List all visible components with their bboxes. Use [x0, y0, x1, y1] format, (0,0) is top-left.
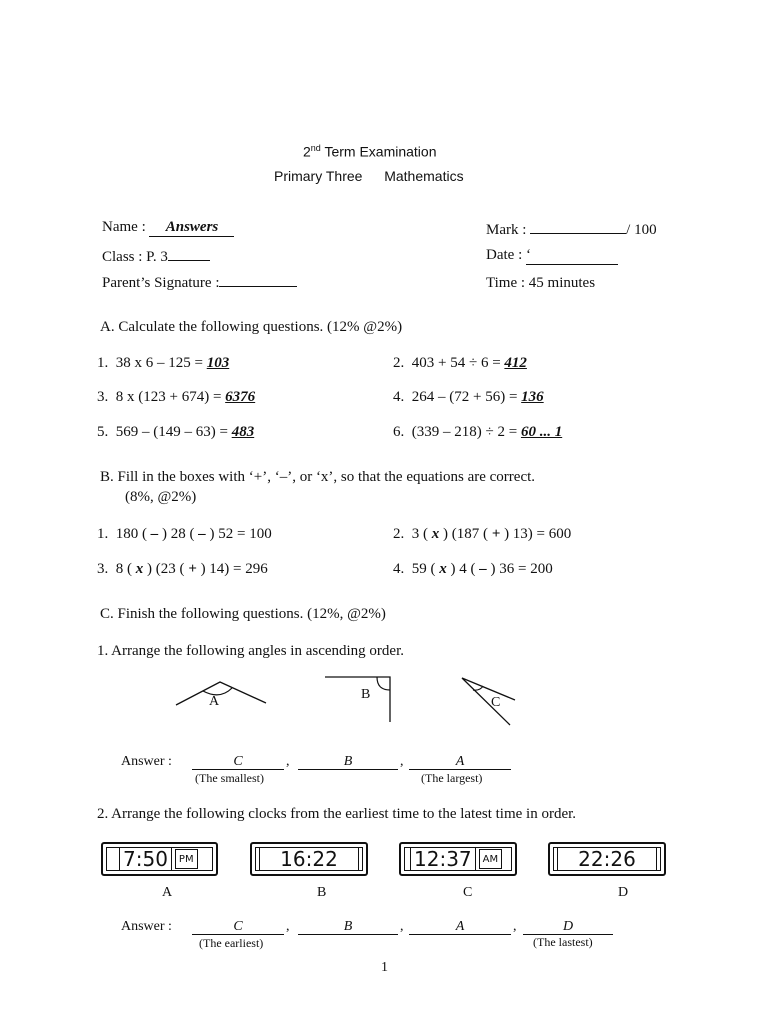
clock-note-earliest: (The earliest)	[199, 936, 264, 950]
question-answer: 412	[504, 355, 527, 371]
question-a3	[97, 389, 255, 406]
question-number: 1.	[97, 355, 109, 371]
equation-part: ) 36 = 200	[490, 561, 553, 577]
question-number: 5.	[97, 424, 109, 440]
question-number: 4.	[393, 561, 405, 577]
question-c1-text: 1. Arrange the following angles in ascending order.	[97, 643, 405, 659]
exam-title	[303, 143, 437, 160]
question-a2	[393, 355, 527, 372]
question-number: 1.	[97, 526, 109, 542]
angle-a-diagram	[176, 682, 266, 705]
angle-b-diagram	[325, 677, 390, 722]
term-number: 2	[303, 143, 311, 160]
clock-answer-3: A	[409, 919, 511, 935]
question-b4	[393, 561, 553, 578]
section-b-heading: B. Fill in the boxes with ‘+’, ‘–’, or ‘x’, so that the equations are correct.	[100, 469, 536, 485]
name-line	[102, 219, 234, 237]
operator-answer: x	[135, 561, 144, 577]
clock-a	[101, 842, 218, 876]
clock-label-a: A	[162, 885, 173, 900]
term-superscript: nd	[310, 143, 321, 153]
equation-part: ) 52 = 100	[209, 526, 272, 542]
clock-c-face	[404, 847, 512, 871]
clock-b-display	[259, 847, 359, 871]
question-a6	[393, 424, 562, 441]
clock-a-face	[106, 847, 213, 871]
mark-total: / 100	[626, 222, 657, 238]
class-blank	[168, 246, 210, 261]
date-line	[486, 247, 618, 265]
equation-part: 3 (	[411, 526, 432, 542]
question-c2-text: 2. Arrange the following clocks from the earliest time to the latest time in order.	[97, 806, 577, 822]
question-expression: 569 – (149 – 63) =	[115, 424, 232, 440]
mark-label: Mark :	[486, 222, 531, 238]
question-number: 6.	[393, 424, 405, 440]
answer-separator: ,	[286, 754, 290, 769]
equation-part: ) 13) = 600	[500, 526, 572, 542]
parent-signature-label: Parent’s Signature :	[102, 275, 220, 291]
angle-label-c: C	[491, 695, 501, 710]
section-a-heading: A. Calculate the following questions. (12% @2%)	[100, 319, 403, 335]
subtitle-class: Primary Three	[274, 168, 363, 184]
question-number: 2.	[393, 355, 405, 371]
equation-part: 8 (	[115, 561, 136, 577]
question-number: 3.	[97, 389, 109, 405]
answer-separator: ,	[513, 919, 517, 934]
angle-diagrams	[170, 670, 530, 730]
angle-label-b: B	[361, 687, 371, 702]
clock-d-display	[557, 847, 657, 871]
question-a4	[393, 389, 544, 406]
angle-note-largest: (The largest)	[421, 771, 483, 785]
clock-answer-2: B	[298, 919, 398, 935]
question-answer: 483	[231, 424, 255, 440]
angle-c-diagram	[462, 678, 515, 725]
angle-answer-label: Answer :	[121, 754, 172, 769]
clock-b	[250, 842, 368, 876]
clock-d-face	[553, 847, 661, 871]
clock-a-ampm: PM	[175, 849, 198, 869]
date-value: ‘	[526, 247, 618, 265]
parent-signature-blank	[219, 272, 297, 287]
mark-line	[486, 219, 657, 239]
equation-part: ) 28 (	[162, 526, 195, 542]
date-label: Date :	[486, 247, 526, 263]
clock-a-time: 7:50	[123, 847, 168, 871]
answer-separator: ,	[400, 754, 404, 769]
question-a5	[97, 424, 254, 441]
clock-answer-4: D	[523, 919, 613, 935]
operator-answer: –	[194, 526, 210, 542]
angle-label-a: A	[209, 694, 220, 709]
operator-answer: +	[491, 526, 501, 542]
clock-d	[548, 842, 666, 876]
question-expression: 403 + 54 ÷ 6 =	[411, 355, 505, 371]
angle-note-smallest: (The smallest)	[195, 771, 264, 785]
term-rest: Term Examination	[320, 143, 437, 160]
angle-answer-2: B	[298, 754, 398, 770]
question-expression: 264 – (72 + 56) =	[411, 389, 522, 405]
operator-answer: –	[475, 561, 491, 577]
equation-part: 59 (	[411, 561, 440, 577]
clock-answer-label: Answer :	[121, 919, 172, 934]
page-number: 1	[381, 960, 388, 975]
question-answer: 6376	[225, 389, 256, 405]
class-label: Class : P. 3	[102, 249, 168, 265]
clock-b-face	[255, 847, 363, 871]
question-expression: 8 x (123 + 674) =	[115, 389, 226, 405]
clock-note-latest: (The lastest)	[533, 935, 593, 949]
exam-subtitle	[274, 168, 464, 184]
question-number: 3.	[97, 561, 109, 577]
clock-answer-1: C	[192, 919, 284, 935]
answer-separator: ,	[286, 919, 290, 934]
answer-separator: ,	[400, 919, 404, 934]
clock-label-d: D	[618, 885, 629, 900]
clock-c-time: 12:37	[414, 847, 472, 871]
operator-answer: x	[431, 526, 440, 542]
equation-part: ) (187 (	[439, 526, 492, 542]
clock-c-display	[410, 847, 476, 871]
section-b-heading-marks: (8%, @2%)	[125, 489, 197, 505]
question-b1	[97, 526, 272, 543]
name-value: Answers	[149, 219, 234, 237]
clock-label-c: C	[463, 885, 473, 900]
time-line: Time : 45 minutes	[486, 275, 596, 291]
question-answer: 103	[206, 355, 230, 371]
question-answer: 60 ... 1	[520, 424, 563, 440]
name-label: Name :	[102, 219, 150, 235]
angle-answer-1: C	[192, 754, 284, 770]
clock-b-time: 16:22	[280, 847, 338, 871]
clock-c	[399, 842, 517, 876]
clock-c-ampm: AM	[479, 849, 502, 869]
operator-answer: –	[147, 526, 162, 542]
equation-part: ) 4 (	[446, 561, 476, 577]
parent-signature-line	[102, 272, 297, 292]
question-expression: 38 x 6 – 125 =	[115, 355, 207, 371]
operator-answer: +	[188, 561, 197, 577]
subtitle-subject: Mathematics	[384, 168, 464, 184]
section-c-heading: C. Finish the following questions. (12%, @2%)	[100, 606, 386, 622]
question-b3	[97, 561, 268, 578]
question-b2	[393, 526, 571, 543]
operator-answer: x	[439, 561, 447, 577]
clock-a-display	[119, 847, 172, 871]
clock-label-b: B	[317, 885, 327, 900]
question-number: 2.	[393, 526, 405, 542]
equation-part: ) (23 (	[143, 561, 189, 577]
mark-blank	[530, 219, 626, 234]
angle-answer-3: A	[409, 754, 511, 770]
class-line	[102, 246, 210, 266]
equation-part: ) 14) = 296	[196, 561, 268, 577]
clock-d-time: 22:26	[578, 847, 636, 871]
question-a1	[97, 355, 229, 372]
equation-part: 180 (	[115, 526, 147, 542]
question-number: 4.	[393, 389, 405, 405]
question-expression: (339 – 218) ÷ 2 =	[411, 424, 521, 440]
question-answer: 136	[521, 389, 544, 405]
